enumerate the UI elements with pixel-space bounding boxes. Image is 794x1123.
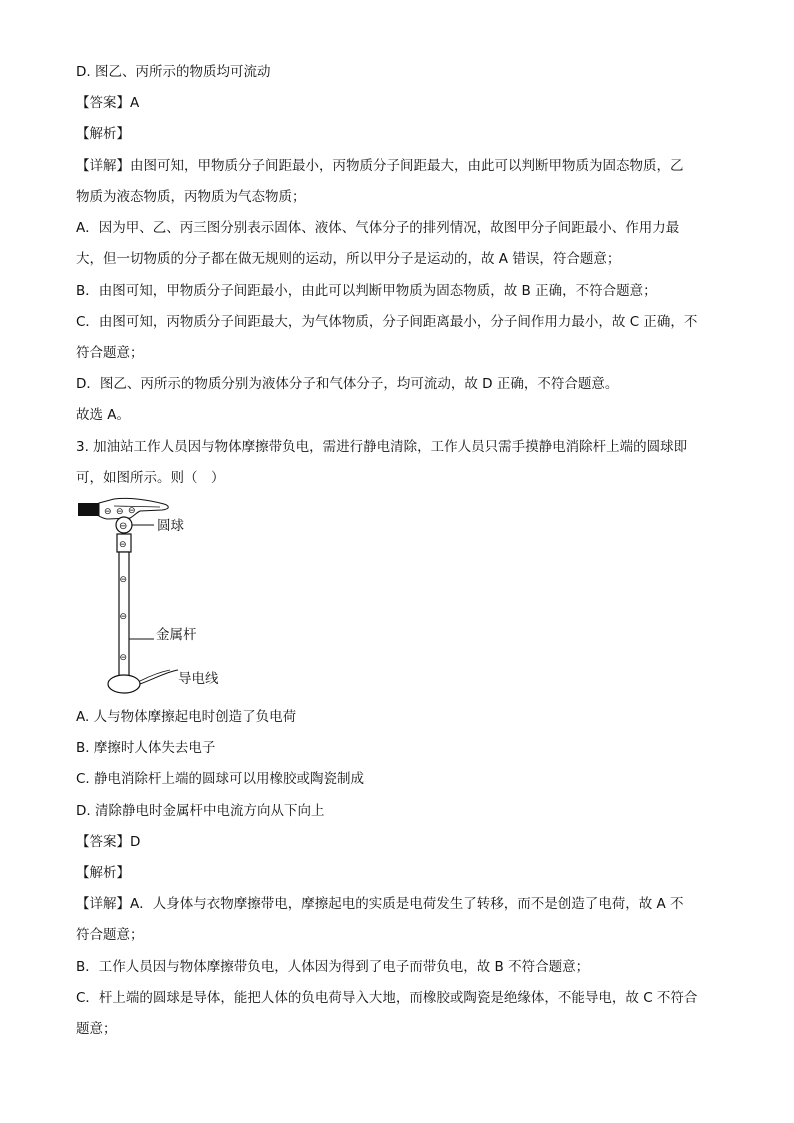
detail-a-1: 【详解】A．人身体与衣物摩擦带电，摩擦起电的实质是电荷发生了转移，而不是创造了电荷，故 A 不 bbox=[76, 896, 684, 912]
question-3-line-1: 3. 加油站工作人员因与物体摩擦带负电，需进行静电清除，工作人员只需手摸静电消除杆上端的圆球即 bbox=[76, 439, 688, 455]
answer-label-1: 【答案】A bbox=[76, 95, 140, 111]
metal-rod bbox=[119, 552, 129, 680]
question-3-line-2: 可，如图所示。则（ ） bbox=[76, 470, 225, 486]
option-a: A. 人与物体摩擦起电时创造了负电荷 bbox=[76, 709, 297, 725]
svg-text:⊖: ⊖ bbox=[119, 575, 128, 585]
svg-text:⊖: ⊖ bbox=[119, 612, 128, 622]
explanation-c-1: C．由图可知，丙物质分子间距最大，为气体物质，分子间距离最小，分子间作用力最小，故 C 正确，不 bbox=[76, 314, 698, 330]
svg-text:⊖: ⊖ bbox=[128, 506, 136, 516]
svg-text:⊖: ⊖ bbox=[116, 507, 124, 517]
metal-ball bbox=[116, 517, 132, 533]
explanation-c-2: 符合题意； bbox=[76, 345, 144, 361]
analysis-label-2: 【解析】 bbox=[76, 865, 130, 881]
hand-icon bbox=[78, 498, 168, 519]
detail-text-2: 物质为液态物质，丙物质为气态物质； bbox=[76, 189, 306, 205]
detail-c-1: C．杆上端的圆球是导体，能把人体的负电荷导入大地，而橡胶或陶瓷是绝缘体，不能导电，故 C 不符合 bbox=[76, 990, 698, 1006]
label-wire: 导电线 bbox=[178, 671, 219, 687]
explanation-a-2: 大，但一切物质的分子都在做无规则的运动，所以甲分子是运动的，故 A 错误，符合题意； bbox=[76, 251, 621, 267]
explanation-b: B．由图可知，甲物质分子间距最小，由此可以判断甲物质为固态物质，故 B 正确，不符合题意； bbox=[76, 283, 657, 299]
explanation-a-1: A．因为甲、乙、丙三图分别表示固体、液体、气体分子的排列情况，故图甲分子间距最小、作用力最 bbox=[76, 220, 680, 236]
answer-label-2: 【答案】D bbox=[76, 834, 141, 850]
label-rod: 金属杆 bbox=[156, 627, 197, 643]
rod-base bbox=[108, 675, 140, 693]
explanation-d: D．图乙、丙所示的物质分别为液体分子和气体分子，均可流动，故 D 正确，不符合题意。 bbox=[76, 376, 619, 392]
detail-c-2: 题意； bbox=[76, 1021, 117, 1037]
option-d-prev: D. 图乙、丙所示的物质均可流动 bbox=[76, 64, 271, 80]
label-ball: 圆球 bbox=[157, 518, 184, 534]
option-d: D. 清除静电时金属杆中电流方向从下向上 bbox=[76, 803, 325, 819]
conclusion: 故选 A。 bbox=[76, 407, 131, 423]
static-discharge-diagram bbox=[74, 494, 244, 700]
option-c: C. 静电消除杆上端的圆球可以用橡胶或陶瓷制成 bbox=[76, 771, 365, 787]
option-b: B. 摩擦时人体失去电子 bbox=[76, 740, 216, 756]
detail-b: B．工作人员因与物体摩擦带负电，人体因为得到了电子而带负电，故 B 不符合题意； bbox=[76, 959, 590, 975]
detail-text-1: 【详解】由图可知，甲物质分子间距最小，丙物质分子间距最大，由此可以判断甲物质为固态物质，乙 bbox=[76, 158, 684, 174]
svg-text:⊖: ⊖ bbox=[119, 653, 128, 663]
svg-text:⊖: ⊖ bbox=[104, 507, 112, 517]
svg-text:⊖: ⊖ bbox=[119, 540, 127, 550]
detail-a-2: 符合题意； bbox=[76, 927, 144, 943]
svg-text:⊖: ⊖ bbox=[119, 521, 128, 532]
ground-wire bbox=[140, 670, 178, 684]
analysis-label-1: 【解析】 bbox=[76, 126, 130, 142]
